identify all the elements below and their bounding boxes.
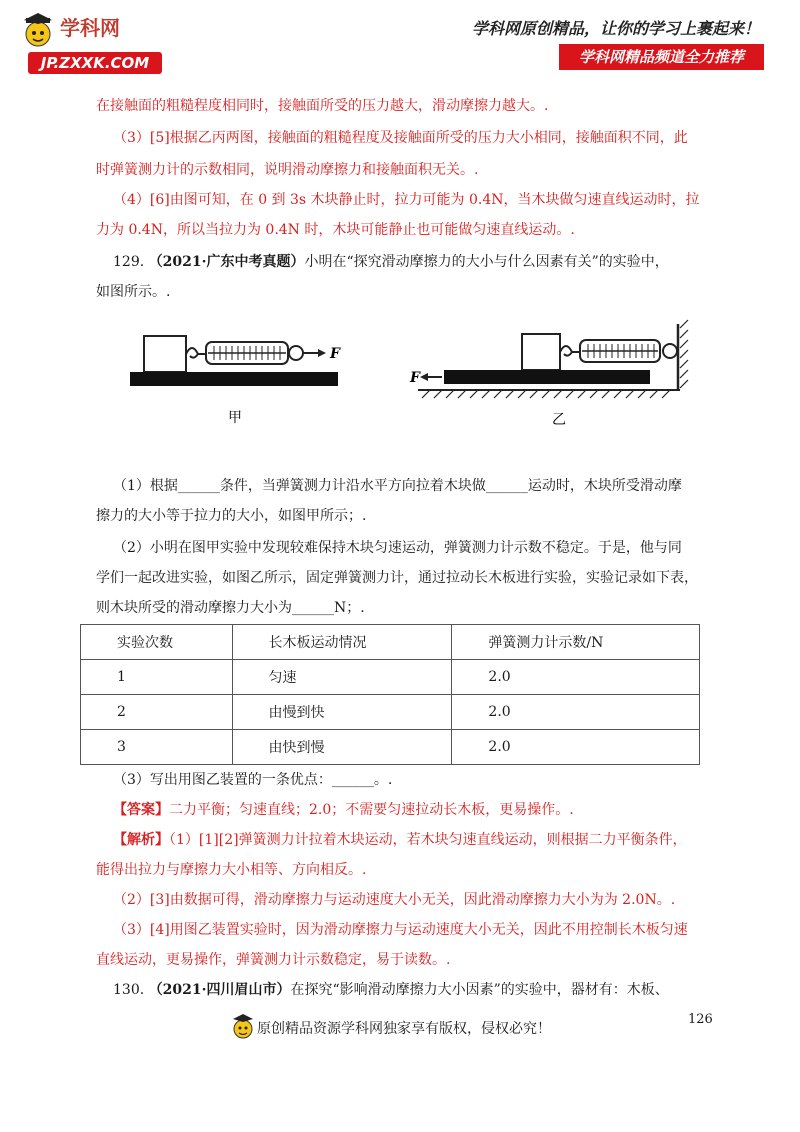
- subquestion-3: （3）写出用图乙装置的一条优点：______。.: [113, 772, 393, 788]
- analysis-tag: 【解析】: [113, 832, 169, 848]
- table-header: 长木板运动情况: [232, 625, 452, 660]
- table-cell: 由慢到快: [232, 695, 452, 730]
- table-header: 实验次数: [81, 625, 233, 660]
- analysis-line: 直线运动，更易操作，弹簧测力计示数稳定，易于读数。.: [96, 952, 451, 968]
- table-cell: 2.0: [452, 695, 700, 730]
- figure-label-jia: 甲: [228, 410, 242, 426]
- subquestion-1-cont: 擦力的大小等于拉力的大小，如图甲所示；.: [96, 508, 367, 524]
- question-text-cont: 如图所示。.: [96, 284, 171, 300]
- analysis-line: （3）[4]用图乙装置实验时，因为滑动摩擦力与运动速度大小无关，因此不用控制长木板匀速: [113, 922, 688, 938]
- mascot-icon: [230, 1012, 256, 1042]
- table-row: [81, 660, 700, 695]
- subquestion-2: （2）小明在图甲实验中发现较难保持木块匀速运动，弹簧测力计示数不稳定。于是，他与同: [113, 540, 682, 556]
- figure-yi: [408, 318, 698, 432]
- table-cell: 2.0: [452, 660, 700, 695]
- figure-jia: [128, 322, 348, 432]
- table-row: [81, 695, 700, 730]
- analysis-line: 能得出拉力与摩擦力大小相等、方向相反。.: [96, 862, 367, 878]
- question-source: （2021·广东中考真题）: [148, 254, 305, 270]
- table-header-row: [81, 625, 700, 660]
- question-text: 小明在“探究滑动摩擦力的大小与什么因素有关”的实验中，: [304, 254, 669, 270]
- table-row: [81, 730, 700, 765]
- table-header: 弹簧测力计示数/N: [452, 625, 700, 660]
- mascot-icon: [14, 10, 60, 54]
- question-number: 129.: [113, 254, 145, 270]
- site-logo: [14, 10, 164, 76]
- subquestion-2-cont: 则木块所受的滑动摩擦力大小为______N；.: [96, 600, 365, 616]
- answer: [113, 800, 574, 820]
- table-cell: 匀速: [232, 660, 452, 695]
- logo-url: JP.ZXXK.COM: [28, 52, 162, 74]
- figure-label-yi: 乙: [552, 412, 566, 428]
- question-text: 在探究“影响滑动摩擦力大小因素”的实验中，器材有：木板、: [290, 982, 669, 998]
- prev-analysis-line: 力为 0.4N，所以当拉力为 0.4N 时，木块可能静止也可能做匀速直线运动。.: [96, 222, 575, 238]
- page-number: 126: [688, 1012, 713, 1027]
- table-cell: 1: [81, 660, 233, 695]
- header-slogan: 学科网原创精品，让你的学习上裹起来！: [471, 19, 760, 38]
- footer-copyright: 原创精品资源学科网独家享有版权，侵权必究！: [257, 1021, 551, 1037]
- table-cell: 2.0: [452, 730, 700, 765]
- experiment-table: [80, 624, 700, 765]
- answer-tag: 【答案】: [113, 802, 169, 818]
- logo-name: 学科网: [60, 16, 120, 40]
- table-cell: 2: [81, 695, 233, 730]
- prev-analysis-line: （3）[5]根据乙丙两图，接触面的粗糙程度及接触面所受的压力大小相同，接触面积不同，此: [113, 130, 688, 146]
- force-label: F: [330, 346, 340, 362]
- question-129-stem: [113, 252, 669, 272]
- prev-analysis-line: 时弹簧测力计的示数相同，说明滑动摩擦力和接触面积无关。.: [96, 162, 479, 178]
- prev-analysis-line: （4）[6]由图可知，在 0 到 3s 木块静止时，拉力可能为 0.4N，当木块做匀速直线运动时，拉: [113, 192, 700, 208]
- table-cell: 由快到慢: [232, 730, 452, 765]
- answer-text: 二力平衡；匀速直线；2.0；不需要匀速拉动长木板，更易操作。.: [169, 802, 574, 818]
- subquestion-2-cont: 学们一起改进实验，如图乙所示，固定弹簧测力计，通过拉动长木板进行实验，实验记录如下表，: [96, 570, 698, 586]
- question-130-stem: [113, 980, 669, 1000]
- subquestion-1: （1）根据______条件，当弹簧测力计沿水平方向拉着木块做______运动时，木块所受滑动摩: [113, 478, 682, 494]
- analysis-line: （2）[3]由数据可得，滑动摩擦力与运动速度大小无关，因此滑动摩擦力大小为为 2.0N。.: [113, 892, 676, 908]
- force-label: F: [410, 370, 420, 386]
- question-number: 130.: [113, 982, 145, 998]
- prev-analysis-line: 在接触面的粗糙程度相同时，接触面所受的压力越大，滑动摩擦力越大。.: [96, 98, 549, 114]
- analysis-text: （1）[1][2]弹簧测力计拉着木块运动，若木块匀速直线运动，则根据二力平衡条件，: [169, 832, 687, 848]
- header-banner: 学科网精品频道全力推荐: [559, 44, 764, 70]
- question-source: （2021·四川眉山市）: [148, 982, 291, 998]
- table-cell: 3: [81, 730, 233, 765]
- analysis: [113, 830, 687, 850]
